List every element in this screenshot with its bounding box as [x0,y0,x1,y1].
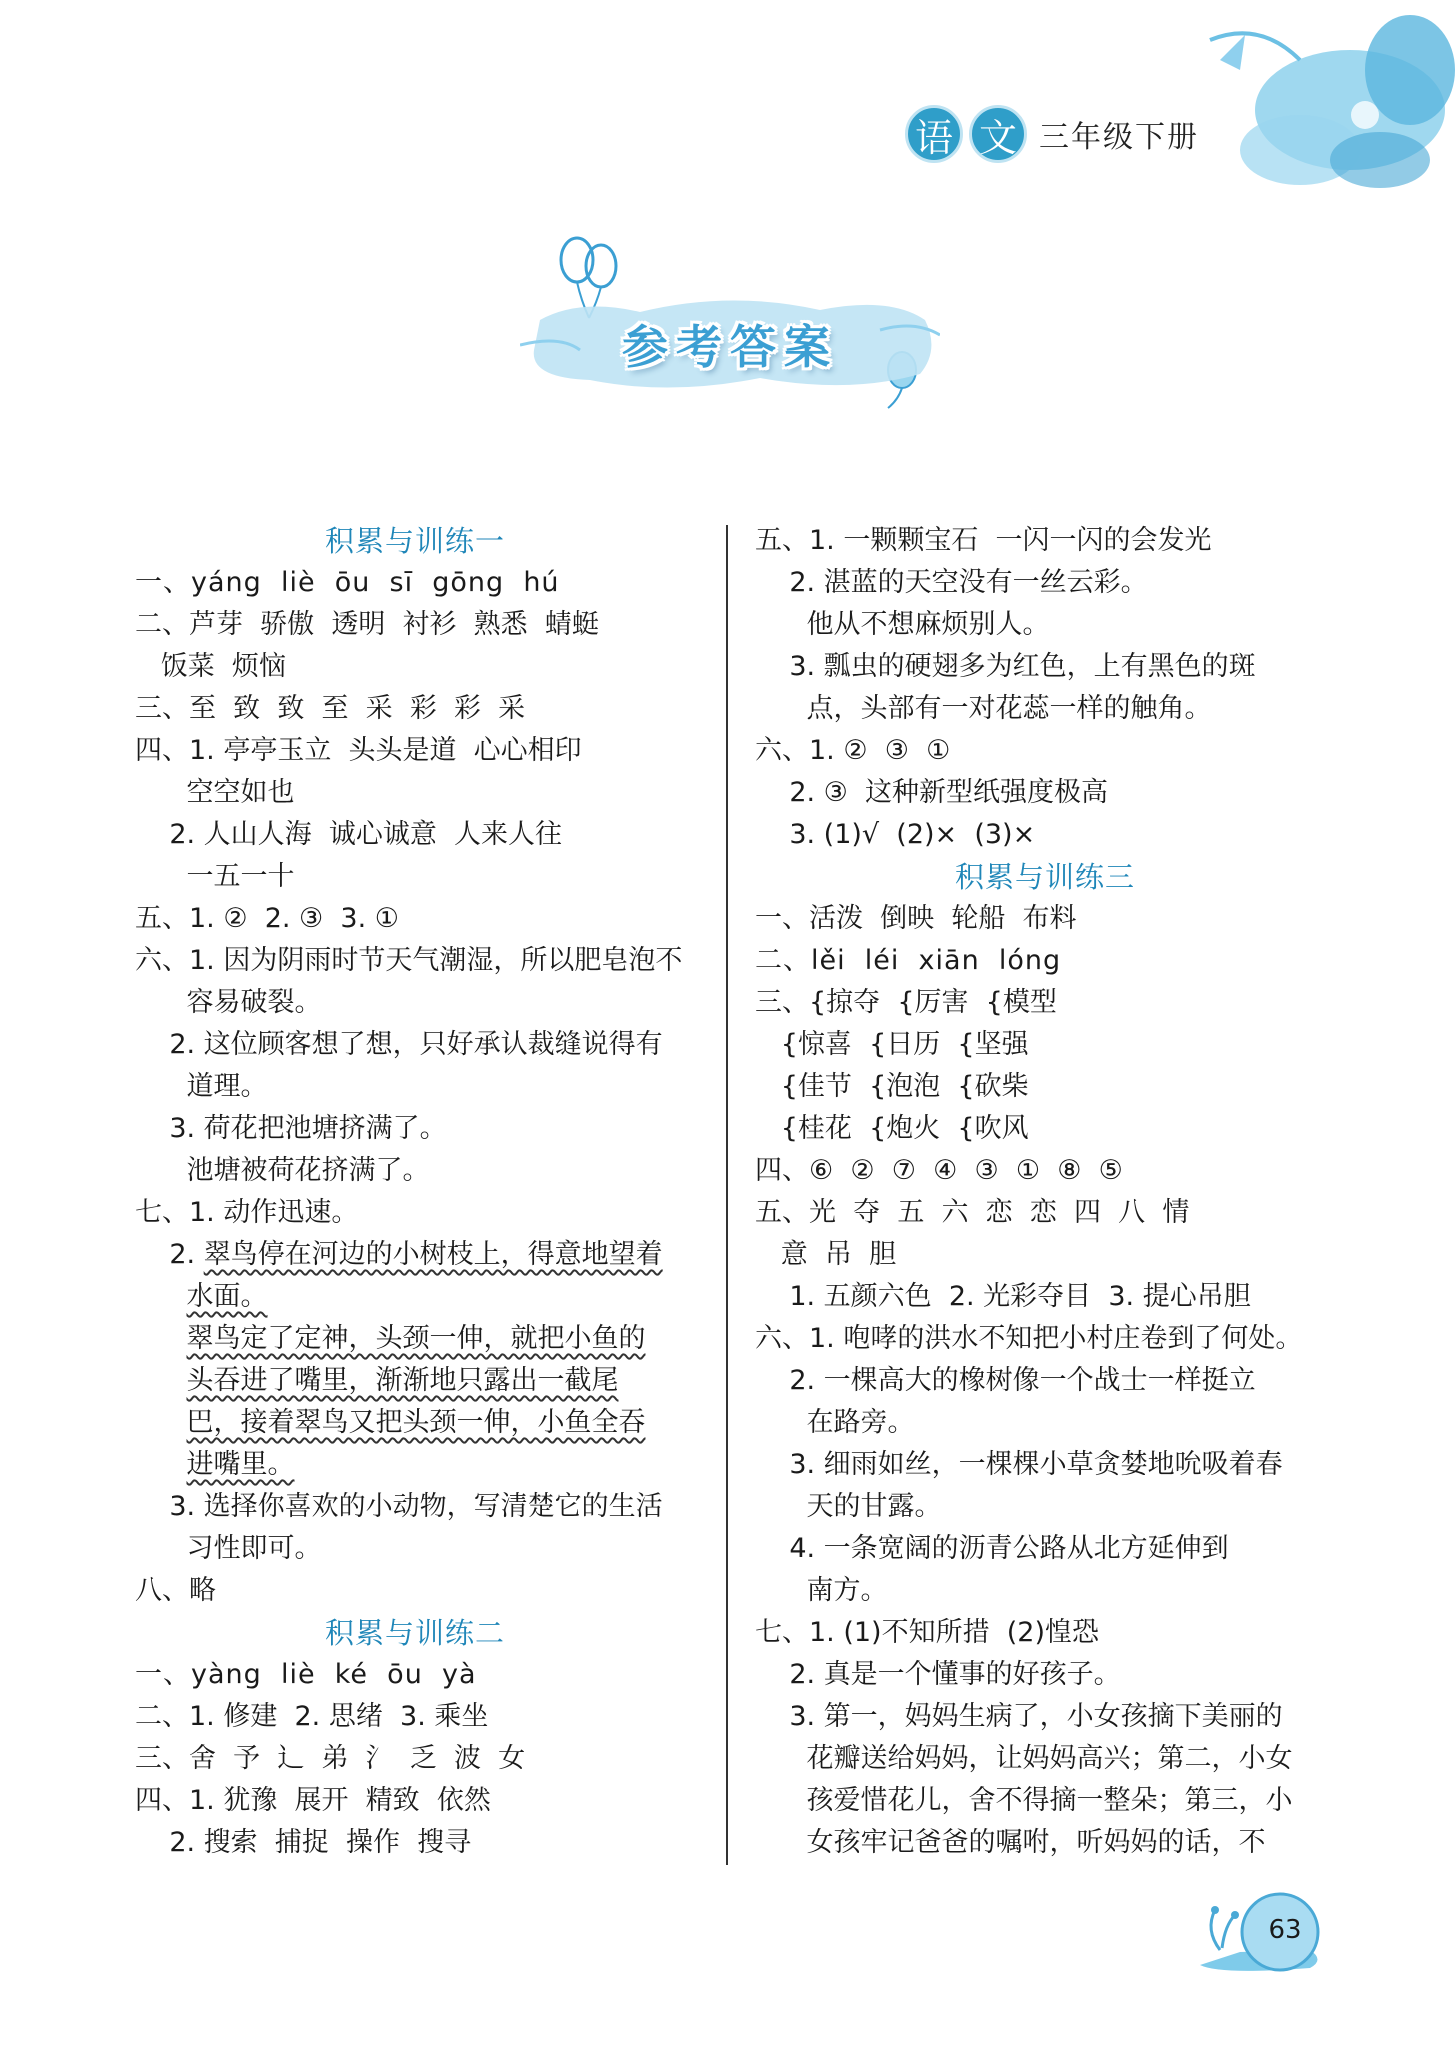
answer-line: 四、1. 亭亭玉立 头头是道 心心相印 [135,735,582,766]
answer-line-underlined [135,1234,695,1276]
section-title: 积累与训练三 [954,860,1135,894]
underlined-text: 翠鸟定了定神，头颈一伸，就把小鱼的 [186,1323,646,1354]
answer-line-underlined [135,1402,695,1444]
line-indent: 2. [135,1239,204,1270]
answer-line-underlined [135,1360,695,1402]
answer-line: 女孩牢记爸爸的嘱咐，听妈妈的话，不 [755,1827,1266,1858]
line-indent [135,1365,187,1396]
subject-char-1: 语 [905,105,963,163]
answer-line: 七、1. 动作迅速。 [135,1197,359,1228]
answer-line: 二、芦芽 骄傲 透明 衬衫 熟悉 蜻蜓 [135,609,599,640]
underlined-text: 水面。 [186,1281,268,1312]
answer-line: 意 吊 胆 [755,1239,897,1270]
answer-line: 三、舍 予 辶 弟 氵 乏 波 女 [135,1743,526,1774]
answer-banner [520,290,940,398]
answer-line: 六、1. 因为阴雨时节天气潮湿，所以肥皂泡不 [135,945,683,976]
answer-line: 六、1. ② ③ ① [755,735,951,766]
answer-line: 点，头部有一对花蕊一样的触角。 [755,693,1212,724]
answer-line-underlined [135,1276,695,1318]
answer-line: 3. 选择你喜欢的小动物，写清楚它的生活 [135,1491,663,1522]
underlined-text: 翠鸟停在河边的小树枝上，得意地望着 [203,1239,663,1270]
line-indent [135,1407,187,1438]
subject-char-2: 文 [969,105,1027,163]
underlined-text: 巴，接着翠鸟又把头颈一伸，小鱼全吞 [186,1407,646,1438]
answer-line: 南方。 [755,1575,888,1606]
answer-line: 2. 搜索 捕捉 操作 搜寻 [135,1827,472,1858]
answer-line: 2. 人山人海 诚心诚意 人来人往 [135,819,563,850]
answer-line: 4. 一条宽阔的沥青公路从北方延伸到 [755,1533,1229,1564]
column-divider [726,525,728,1865]
answer-line: 二、1. 修建 2. 思绪 3. 乘坐 [135,1701,489,1732]
banner-title: 参考答案 [622,320,838,374]
answer-line: 3. 细雨如丝，一棵棵小草贪婪地吮吸着春 [755,1449,1283,1480]
answer-line: {桂花 {炮火 {吹风 [755,1113,1029,1144]
answer-line: 3. 荷花把池塘挤满了。 [135,1113,447,1144]
answer-line: 3. 瓢虫的硬翅多为红色，上有黑色的斑 [755,651,1256,682]
answer-line: 五、1. ② 2. ③ 3. ① [135,903,399,934]
answer-line: 七、1. (1)不知所措 (2)惶恐 [755,1617,1099,1648]
underlined-text: 头吞进了嘴里，渐渐地只露出一截尾 [186,1365,619,1396]
line-indent [135,1281,187,1312]
section-title: 积累与训练二 [324,1616,505,1650]
answer-line-underlined [135,1444,695,1486]
line-indent [135,1449,187,1480]
section-title: 积累与训练一 [324,524,505,558]
answer-line: 一、yáng liè ōu sī gōng hú [135,567,560,598]
subject-header [905,105,1199,163]
answer-line: 道理。 [135,1071,268,1102]
answer-line: 四、⑥ ② ⑦ ④ ③ ① ⑧ ⑤ [755,1155,1123,1186]
answer-line: 一、活泼 倒映 轮船 布料 [755,903,1077,934]
answer-line: 四、1. 犹豫 展开 精致 依然 [135,1785,491,1816]
answer-line: 空空如也 [135,777,295,808]
answer-line: 池塘被荷花挤满了。 [135,1155,430,1186]
answer-line: 二、lěi léi xiān lóng [755,945,1062,976]
answer-line: 习性即可。 [135,1533,322,1564]
answer-line: 3. (1)√ (2)× (3)× [755,819,1036,850]
answer-line: 3. 第一，妈妈生病了，小女孩摘下美丽的 [755,1701,1283,1732]
answer-line: 2. 这位顾客想了想，只好承认裁缝说得有 [135,1029,663,1060]
left-column [135,520,695,1864]
page-number: 63 [1268,1915,1302,1945]
answer-line: 1. 五颜六色 2. 光彩夺目 3. 提心吊胆 [755,1281,1251,1312]
answer-line: {惊喜 {日历 {坚强 [755,1029,1029,1060]
underlined-text: 进嘴里。 [186,1449,295,1480]
answer-line: 五、1. 一颗颗宝石 一闪一闪的会发光 [755,525,1212,556]
answer-line: 2. 真是一个懂事的好孩子。 [755,1659,1121,1690]
answer-line: 2. 一棵高大的橡树像一个战士一样挺立 [755,1365,1256,1396]
answer-line: 八、略 [135,1575,216,1606]
answer-line: 一五一十 [135,861,295,892]
answer-line: 孩爱惜花儿，舍不得摘一整朵；第三，小 [755,1785,1293,1816]
line-indent [135,1323,187,1354]
answer-line: 2. ③ 这种新型纸强度极高 [755,777,1109,808]
answer-line: 饭菜 烦恼 [135,651,286,682]
answer-line: 花瓣送给妈妈，让妈妈高兴；第二，小女 [755,1743,1293,1774]
answer-line: 2. 湛蓝的天空没有一丝云彩。 [755,567,1148,598]
answer-line: 他从不想麻烦别人。 [755,609,1050,640]
answer-line: 三、{掠夺 {厉害 {模型 [755,987,1057,1018]
answer-line: 容易破裂。 [135,987,322,1018]
answer-line-underlined [135,1318,695,1360]
grade-label: 三年级下册 [1039,120,1199,155]
answer-line: 六、1. 咆哮的洪水不知把小村庄卷到了何处。 [755,1323,1303,1354]
answer-line: {佳节 {泡泡 {砍柴 [755,1071,1029,1102]
answer-line: 三、至 致 致 至 采 彩 彩 采 [135,693,526,724]
answer-line: 一、yàng liè ké ōu yà [135,1659,477,1690]
answer-line: 五、光 夺 五 六 恋 恋 四 八 情 [755,1197,1190,1228]
answer-line: 天的甘露。 [755,1491,942,1522]
right-column [755,520,1335,1864]
answer-line: 在路旁。 [755,1407,915,1438]
